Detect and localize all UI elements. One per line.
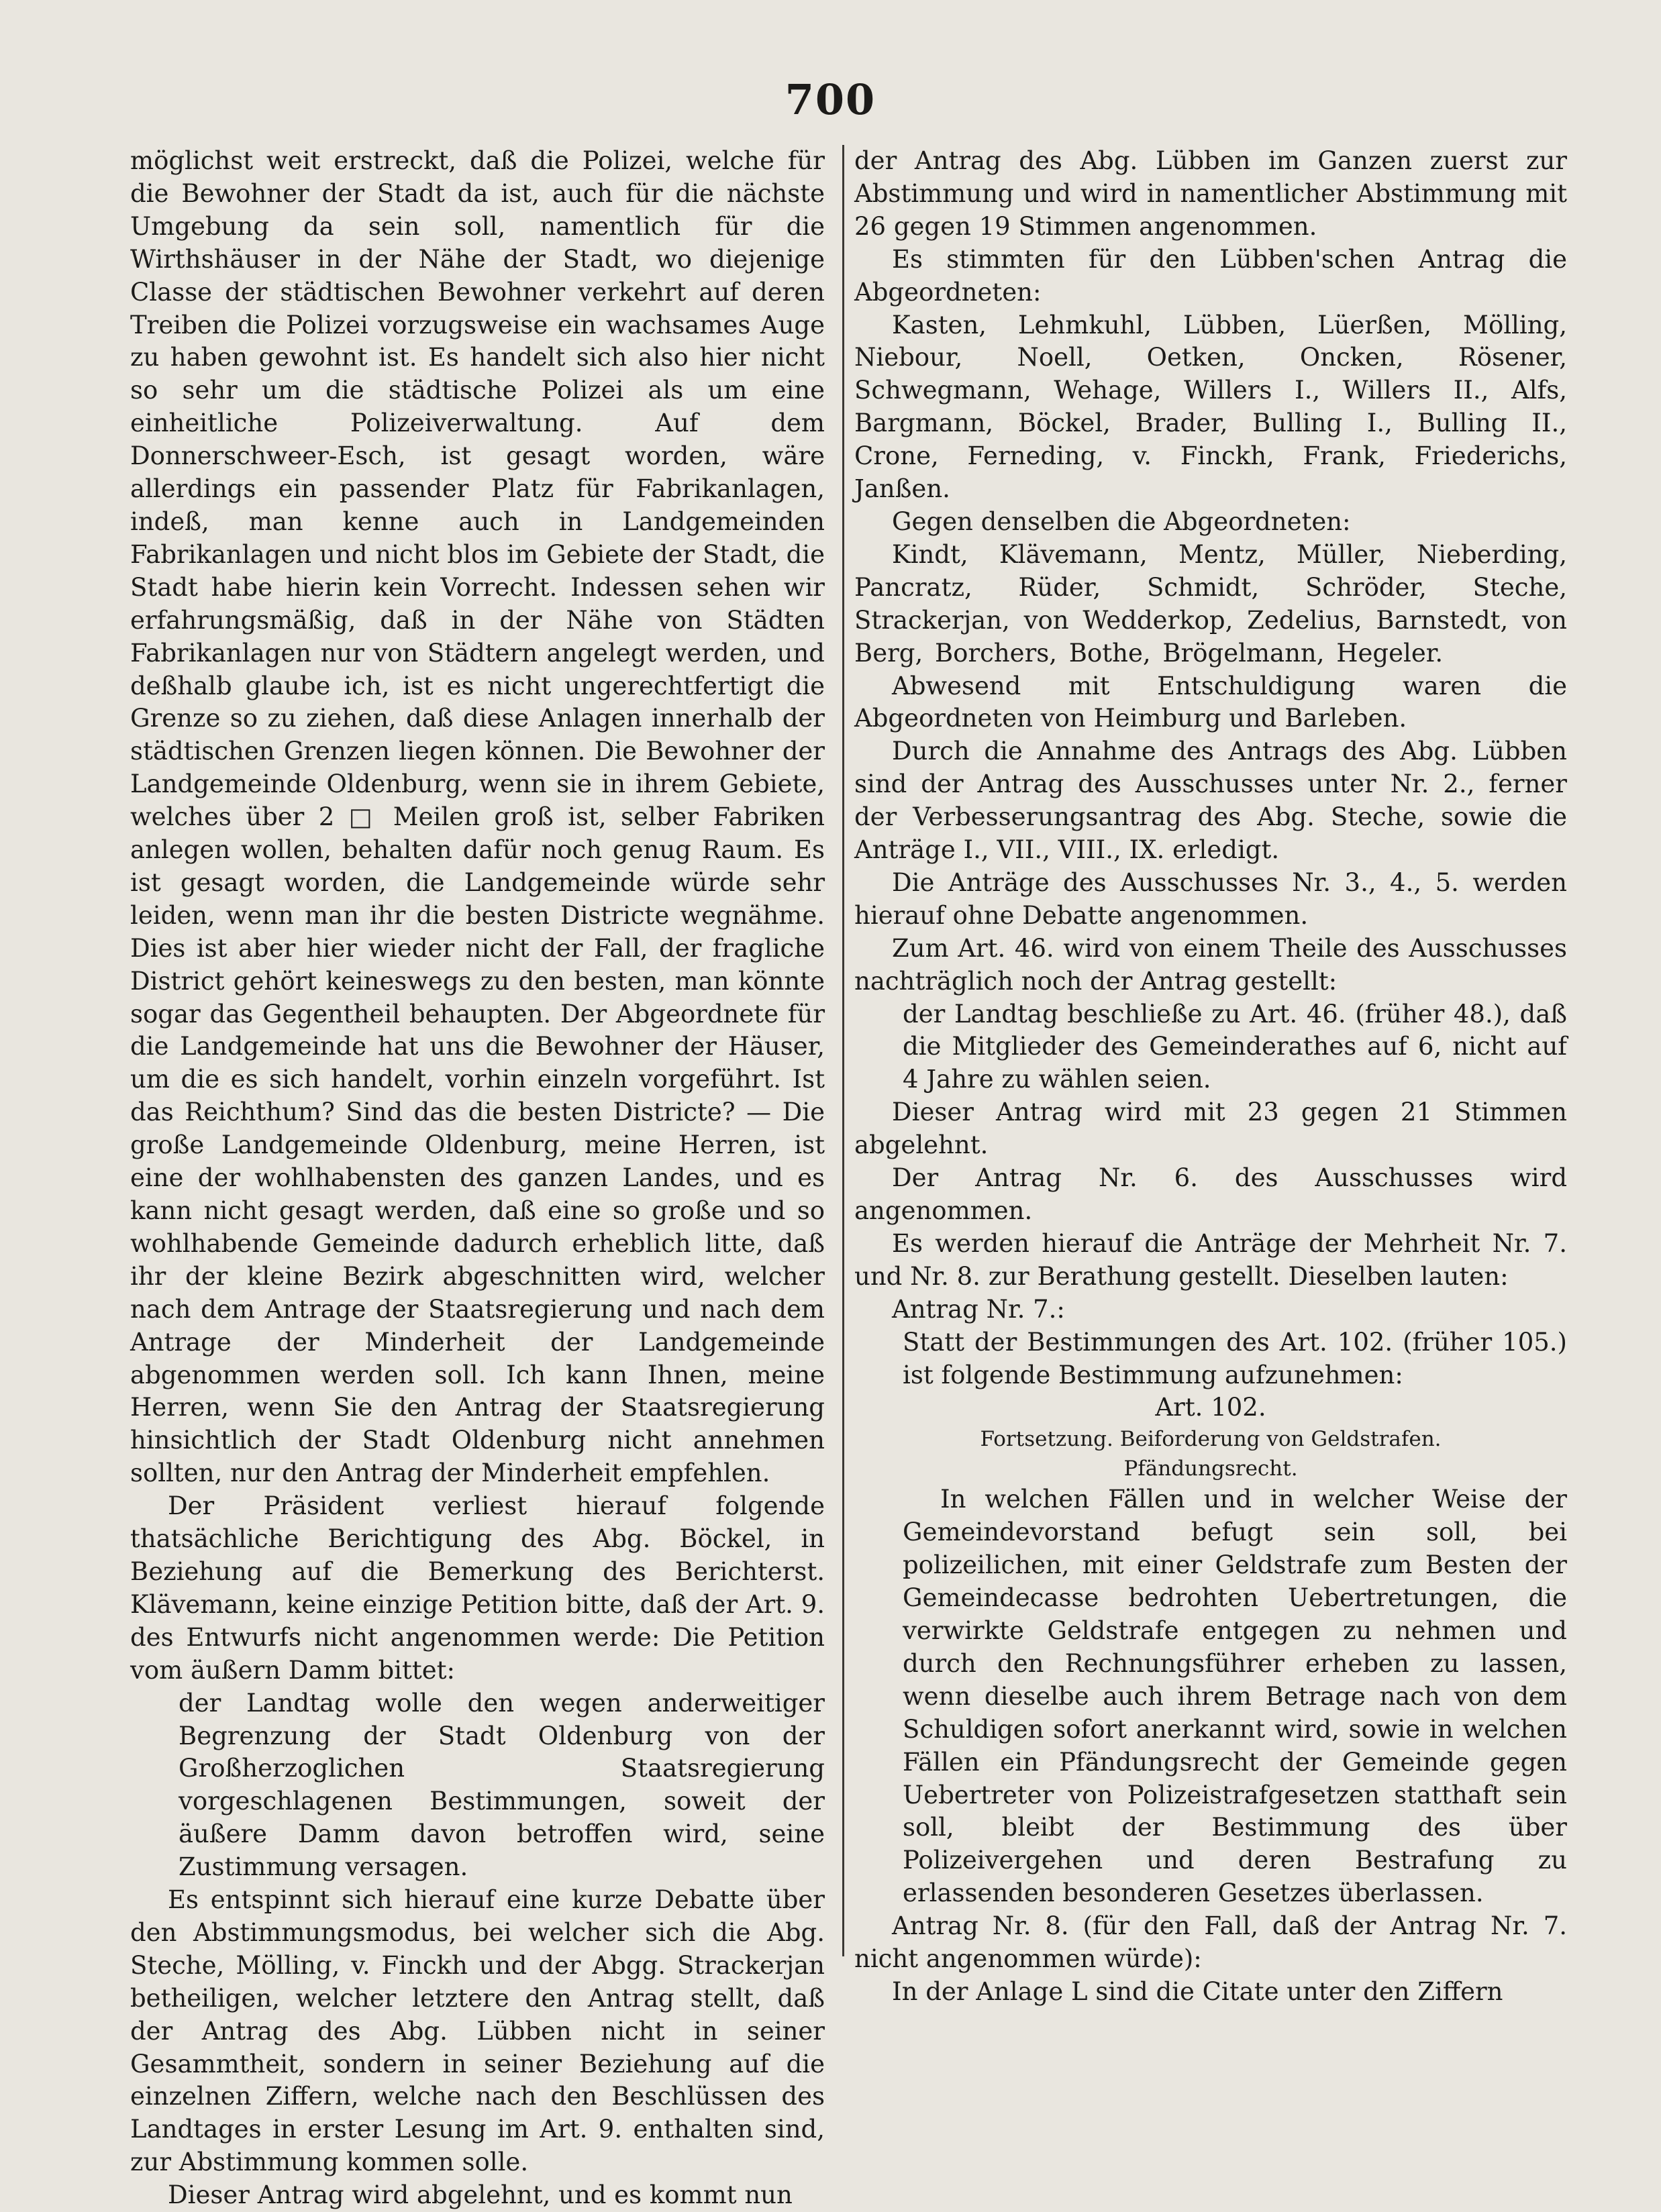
paragraph: möglichst weit erstreckt, daß die Polizei, welche für die Bewohner der Stadt da ist, auch für die nächste Umgebung da sein soll, namentlich für die Wirthshäuser in der Nähe der Stadt, wo diejenige Classe der städtischen Bewohner verkehrt auf deren Treiben die Polizei vorzugsweise ein wachsames Auge zu haben gewohnt ist. Es handelt sich also hier nicht so sehr um die städtische Polizei als um eine einheitliche Polizeiverwaltung. Auf dem Donnerschweer-Esch, ist gesagt worden, wäre allerdings ein passender Platz für Fabrikanlagen, indeß, man kenne auch in Landgemeinden Fabrikanlagen und nicht blos im Gebiete der Stadt, die Stadt habe hierin kein Vorrecht. Indessen sehen wir erfahrungsmäßig, daß in der Nähe von Städten Fabrikanlagen nur von Städtern angelegt werden, und deßhalb glaube ich, ist es nicht ungerechtfertigt die Grenze so zu ziehen, daß diese Anlagen innerhalb der städtischen Grenzen liegen können. Die Bewohner der Landgemeinde Oldenburg, wenn sie in ihrem Gebiete, welches über 2 □ Meilen groß ist, selber Fabriken anlegen wollen, behalten dafür noch genug Raum. Es ist gesagt worden, die Landgemeinde würde sehr leiden, wenn man ihr die besten Districte wegnähme. Dies ist aber hier wieder nicht der Fall, der fragliche District gehört keineswegs zu den besten, man könnte sogar das Gegentheil behaupten. Der Abgeordnete für die Landgemeinde hat uns die Bewohner der Häuser, um die es sich handelt, vorhin einzeln vorgeführt. Ist das Reichthum? Sind das die besten Districte? — Die große Landgemeinde Oldenburg, meine Herren, ist eine der wohlhabensten des ganzen Landes, und es kann nicht gesagt werden, daß eine so große und so wohlhabende Gemeinde dadurch erheblich litte, daß ihr der kleine Bezirk abgeschnitten wird, welcher nach dem Antrage der Staatsregierung und nach dem Antrage der Minderheit der Landgemeinde abgenommen werden soll. Ich kann Ihnen, meine Herren, wenn Sie den Antrag der Staatsregierung hinsichtlich der Stadt Oldenburg nicht annehmen sollten, nur den Antrag der Minderheit empfehlen. xyxy=(130,146,825,1488)
motion-text: der Landtag beschließe zu Art. 46. (früher 48.), daß die Mitglieder des Gemeinderathes auf 6, nicht auf 4 Jahre zu wählen seien. xyxy=(903,999,1567,1094)
article-subheading: Fortsetzung. Beiforderung von Geldstrafen. xyxy=(980,1427,1442,1452)
paragraph: Abwesend mit Entschuldigung waren die Abgeordneten von Heimburg und Barleben. xyxy=(854,671,1567,733)
paragraph: Es entspinnt sich hierauf eine kurze Debatte über den Abstimmungsmodus, bei welcher sich die Abg. Steche, Mölling, v. Finckh und der Abgg. Strackerjan betheiligen, welcher letztere den Antrag stellt, daß der Antrag des Abg. Lübben nicht in seiner Gesammtheit, sondern in seiner Beziehung auf die einzelnen Ziffern, welche nach den Beschlüssen des Landtages in erster Lesung im Art. 9. enthalten sind, zur Abstimmung kommen solle. xyxy=(130,1885,825,2177)
paragraph: Dieser Antrag wird mit 23 gegen 21 Stimmen abgelehnt. xyxy=(854,1098,1567,1160)
paragraph: Der Antrag Nr. 6. des Ausschusses wird angenommen. xyxy=(854,1163,1567,1225)
article-text: In welchen Fällen und in welcher Weise der Gemeindevorstand befugt sein soll, bei polizeilichen, mit einer Geldstrafe zum Besten der Gemeindecasse bedrohten Uebertretungen, die verwirkte Geldstrafe entgegen zu nehmen und durch den Rechnungsführer erheben zu lassen, wenn dieselbe auch ihrem Betrage nach von dem Schuldigen sofort anerkannt wird, sowie in welchen Fällen ein Pfändungsrecht der Gemeinde gegen Uebertreter von Polizeistrafgesetzen statthaft sein soll, bleibt der Bestimmung des über Polizeivergehen und deren Bestrafung zu erlassenden besonderen Gesetzes überlassen. xyxy=(903,1485,1567,1908)
page-number: 700 xyxy=(785,75,876,124)
article-heading: Art. 102. xyxy=(1155,1393,1266,1422)
paragraph: In der Anlage L sind die Citate unter den Ziffern xyxy=(892,1977,1503,2006)
paragraph: Zum Art. 46. wird von einem Theile des Ausschusses nachträglich noch der Antrag gestellt: xyxy=(854,933,1567,996)
paragraph: Dieser Antrag wird abgelehnt, und es kommt nun xyxy=(168,2180,793,2210)
name-list-for: Kasten, Lehmkuhl, Lübben, Lüerßen, Mölling, Niebour, Noell, Oetken, Oncken, Rösener, Schwegmann, Wehage, Willers I., Willers II., Alfs, Bargmann, Böckel, Brader, Bulling I., Bulling II., Crone, Ferneding, v. Finckh, Frank, Friederichs, Janßen. xyxy=(854,310,1567,504)
paragraph: Gegen denselben die Abgeordneten: xyxy=(892,507,1351,536)
paragraph: Durch die Annahme des Antrags des Abg. Lübben sind der Antrag des Ausschusses unter Nr. 2., ferner der Verbesserungsantrag des Abg. Steche, sowie die Anträge I., VII., VIII., IX. erledigt. xyxy=(854,737,1567,865)
paragraph: Antrag Nr. 8. (für den Fall, daß der Antrag Nr. 7. nicht angenommen würde): xyxy=(854,1911,1567,1974)
paragraph: Es stimmten für den Lübben'schen Antrag die Abgeordneten: xyxy=(854,244,1567,307)
quoted-petition: der Landtag wolle den wegen anderweitiger Begrenzung der Stadt Oldenburg von der Großherzoglichen Staatsregierung vorgeschlagenen Bestimmungen, soweit der äußere Damm davon betroffen wird, seine Zustimmung versagen. xyxy=(179,1688,825,1882)
column-rule xyxy=(842,145,844,1956)
paragraph: Statt der Bestimmungen des Art. 102. (früher 105.) ist folgende Bestimmung aufzunehmen: xyxy=(903,1327,1567,1389)
paragraph: Es werden hierauf die Anträge der Mehrheit Nr. 7. und Nr. 8. zur Berathung gestellt. Dieselben lauten: xyxy=(854,1228,1567,1291)
paragraph: der Antrag des Abg. Lübben im Ganzen zuerst zur Abstimmung und wird in namentlicher Abstimmung mit 26 gegen 19 Stimmen angenommen. xyxy=(854,146,1567,241)
right-column xyxy=(854,145,1567,2091)
name-list-against: Kindt, Klävemann, Mentz, Müller, Nieberding, Pancratz, Rüder, Schmidt, Schröder, Steche, Strackerjan, von Wedderkop, Zedelius, Barnstedt, von Berg, Borchers, Bothe, Brögelmann, Hegeler. xyxy=(854,539,1567,668)
paragraph: Die Anträge des Ausschusses Nr. 3., 4., 5. werden hierauf ohne Debatte angenommen. xyxy=(854,867,1567,930)
paragraph: Der Präsident verliest hierauf folgende thatsächliche Berichtigung des Abg. Böckel, in Beziehung auf die Bemerkung des Berichterst. Klävemann, keine einzige Petition bitte, daß der Art. 9. des Entwurfs nicht angenommen werde: Die Petition vom äußern Damm bittet: xyxy=(130,1491,825,1685)
article-subheading: Pfändungsrecht. xyxy=(1123,1457,1298,1481)
left-column xyxy=(130,145,825,2210)
paragraph: Antrag Nr. 7.: xyxy=(892,1294,1065,1324)
